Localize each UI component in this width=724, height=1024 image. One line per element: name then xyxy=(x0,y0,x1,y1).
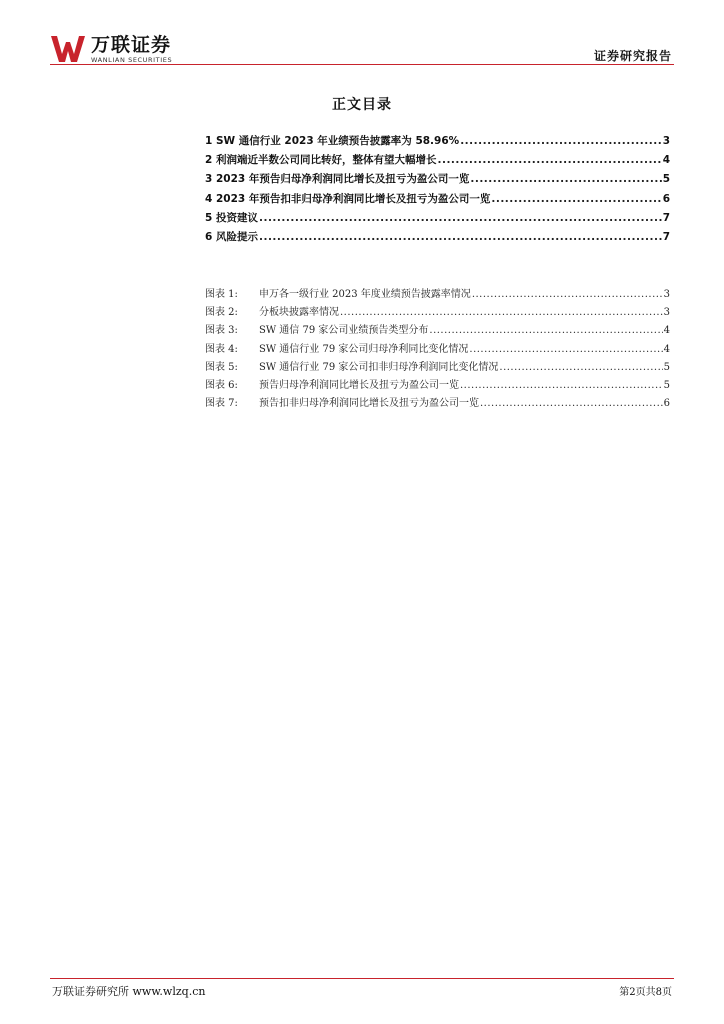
figure-page: 3 xyxy=(663,289,670,300)
figure-entry[interactable] xyxy=(205,303,670,321)
report-type: 证券研究报告 xyxy=(593,49,672,63)
dot-leader xyxy=(469,344,662,355)
toc-entry[interactable] xyxy=(205,191,670,210)
dot-leader xyxy=(259,231,662,243)
figure-list xyxy=(205,285,670,412)
figure-label: 图表 4: xyxy=(205,343,238,355)
figure-title: 分板块披露率情况 xyxy=(259,307,339,319)
toc-entry-text: 1 SW 通信行业 2023 年业绩预告披露率为 58.96% xyxy=(205,135,460,147)
dot-leader xyxy=(480,398,663,409)
toc-entry-text: 6 风险提示 xyxy=(205,230,258,243)
dot-leader xyxy=(491,193,661,205)
page-number: 第2页共8页 xyxy=(619,987,672,998)
toc-entry[interactable] xyxy=(205,171,670,190)
figure-page: 4 xyxy=(663,325,670,337)
figure-title: SW 通信行业 79 家公司扣非归母净利润同比变化情况 xyxy=(259,361,499,373)
logo-english-name: WANLIAN SECURITIES xyxy=(91,56,173,64)
toc-entry-text: 4 2023 年预告扣非归母净利润同比增长及扭亏为盈公司一览 xyxy=(205,192,491,205)
toc-entry-page: 3 xyxy=(662,135,670,147)
figure-title: 申万各一级行业 2023 年度业绩预告披露率情况 xyxy=(259,289,471,300)
figure-page: 3 xyxy=(663,307,670,319)
page-header xyxy=(50,28,674,68)
toc-entry-page: 5 xyxy=(662,173,670,186)
toc-entry[interactable] xyxy=(205,133,670,152)
toc-entry-page: 7 xyxy=(662,230,670,243)
figure-entry[interactable] xyxy=(205,340,670,358)
page-title: 正文目录 xyxy=(332,97,392,113)
dot-leader xyxy=(499,362,662,373)
header-divider xyxy=(50,64,674,65)
toc-entry-page: 7 xyxy=(662,211,670,224)
figure-entry[interactable] xyxy=(205,376,670,394)
figure-page: 4 xyxy=(663,343,670,355)
toc-entry[interactable] xyxy=(205,210,670,229)
footer-divider xyxy=(50,978,674,979)
toc-entry[interactable] xyxy=(205,229,670,248)
figure-title: 预告归母净利润同比增长及扭亏为盈公司一览 xyxy=(259,379,459,391)
toc-entry-page: 6 xyxy=(662,192,670,205)
dot-leader xyxy=(340,307,663,318)
figure-entry[interactable] xyxy=(205,358,670,376)
figure-page: 5 xyxy=(663,379,670,391)
wanlian-logo-icon xyxy=(50,34,88,64)
dot-leader xyxy=(460,135,662,147)
logo-chinese-name: 万联证券 xyxy=(91,34,172,56)
figure-page: 5 xyxy=(663,361,670,373)
dot-leader xyxy=(437,154,661,166)
figure-label: 图表 2: xyxy=(205,307,238,319)
footer-source: 万联证券研究所 www.wlzq.cn xyxy=(52,985,206,998)
figure-label: 图表 7: xyxy=(205,398,238,410)
figure-title: SW 通信 79 家公司业绩预告类型分布 xyxy=(259,325,429,337)
toc-entry-text: 5 投资建议 xyxy=(205,211,258,224)
figure-entry[interactable] xyxy=(205,394,670,412)
figure-title: 预告扣非归母净利润同比增长及扭亏为盈公司一览 xyxy=(259,398,479,410)
table-of-contents xyxy=(205,133,670,248)
figure-label: 图表 5: xyxy=(205,361,238,373)
toc-entry[interactable] xyxy=(205,152,670,171)
toc-entry-text: 3 2023 年预告归母净利润同比增长及扭亏为盈公司一览 xyxy=(205,173,470,186)
company-logo xyxy=(50,34,172,66)
figure-label: 图表 3: xyxy=(205,325,238,337)
dot-leader xyxy=(460,380,663,391)
dot-leader xyxy=(429,325,662,336)
dot-leader xyxy=(259,212,662,224)
figure-label: 图表 1: xyxy=(205,289,238,300)
figure-title: SW 通信行业 79 家公司归母净利同比变化情况 xyxy=(259,343,469,355)
toc-entry-page: 4 xyxy=(662,154,670,167)
figure-page: 6 xyxy=(663,398,670,410)
figure-label: 图表 6: xyxy=(205,379,238,391)
toc-entry-text: 2 利润端近半数公司同比转好，整体有望大幅增长 xyxy=(205,154,437,167)
dot-leader xyxy=(470,173,661,185)
dot-leader xyxy=(472,289,663,300)
figure-entry[interactable] xyxy=(205,321,670,339)
figure-entry[interactable] xyxy=(205,285,670,303)
